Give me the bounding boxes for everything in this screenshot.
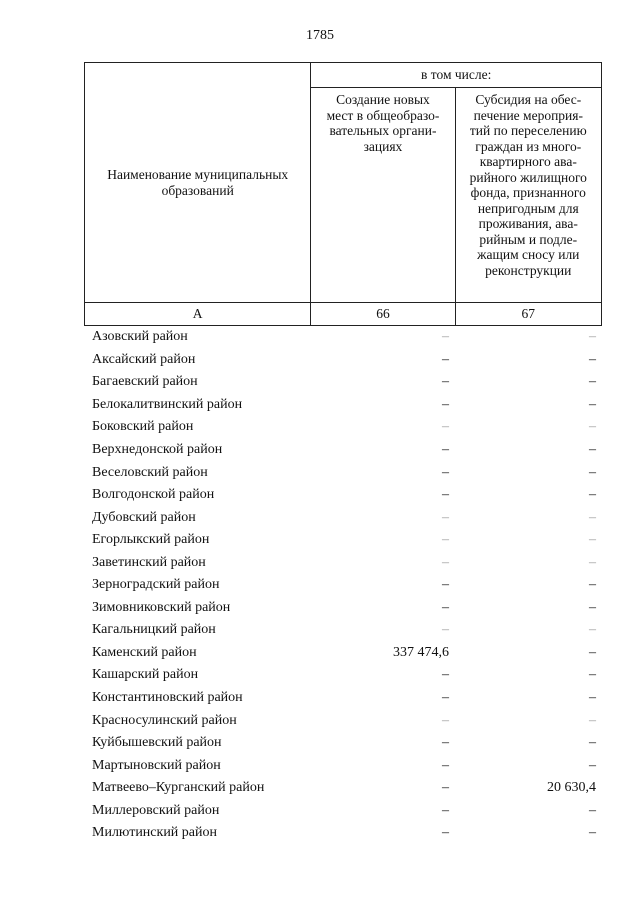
column-index-66: 66 <box>311 303 455 326</box>
value-col-66: – <box>442 712 449 728</box>
table-row <box>84 574 602 597</box>
value-col-67: – <box>589 667 596 683</box>
column-index-67: 67 <box>455 303 601 326</box>
row-name: Боковский район <box>92 419 194 435</box>
row-name: Дубовский район <box>92 509 196 525</box>
row-name: Куйбышевский район <box>92 735 222 751</box>
row-name: Белокалитвинский район <box>92 396 243 412</box>
value-col-67: – <box>589 577 596 593</box>
header-line: квартирного ава- <box>479 154 577 169</box>
header-line: рийным и подле- <box>479 231 578 247</box>
table-row <box>84 642 602 665</box>
value-col-66: – <box>442 351 449 367</box>
value-col-67: – <box>589 509 596 525</box>
value-col-67: – <box>589 757 596 773</box>
table-row <box>84 506 602 529</box>
value-col-67: – <box>589 419 596 435</box>
row-name: Матвеево–Курганский район <box>92 780 265 796</box>
table-row <box>84 709 602 732</box>
value-col-67: – <box>589 599 596 615</box>
value-col-66: – <box>442 374 449 390</box>
header-line: реконструкции <box>485 262 572 278</box>
row-name: Аксайский район <box>92 351 196 367</box>
header-line: Создание новых <box>336 92 430 107</box>
value-col-66: – <box>442 509 449 525</box>
value-col-66: – <box>442 690 449 706</box>
column-header-67 <box>455 88 601 303</box>
table-row <box>84 551 602 574</box>
table-row <box>84 777 602 800</box>
table-row <box>84 822 602 845</box>
page-number: 1785 <box>306 28 334 43</box>
value-col-67: – <box>589 690 596 706</box>
value-col-66: – <box>442 780 449 796</box>
row-name: Кагальницкий район <box>92 622 216 638</box>
row-name: Зерноградский район <box>92 577 220 593</box>
row-name: Константиновский район <box>92 690 243 706</box>
table-row <box>84 597 602 620</box>
value-col-66: 337 474,6 <box>393 644 449 660</box>
value-col-66: – <box>442 554 449 570</box>
header-line: мест в общеобразо- <box>326 107 440 123</box>
table-header <box>84 62 602 326</box>
header-line: непригодным для <box>477 200 579 216</box>
value-col-66: – <box>442 599 449 615</box>
row-name: Каменский район <box>92 644 197 660</box>
value-col-67: – <box>589 329 596 345</box>
table-row <box>84 371 602 394</box>
value-col-67: – <box>589 442 596 457</box>
value-col-66: – <box>442 419 449 435</box>
header-line: вательных органи- <box>329 123 437 138</box>
table-row <box>84 394 602 417</box>
row-name: Милютинский район <box>92 825 218 841</box>
column-header-name: Наименование муниципальных образований <box>85 63 311 303</box>
value-col-67: – <box>589 712 596 728</box>
table-row <box>84 619 602 642</box>
row-name: Красносулинский район <box>92 712 237 728</box>
header-line: фонда, признанного <box>470 185 586 200</box>
column-header-66 <box>311 88 455 303</box>
column-header-including: в том числе: <box>311 63 602 88</box>
value-col-66: – <box>442 757 449 773</box>
table-row <box>84 439 602 462</box>
value-col-67: – <box>589 622 596 638</box>
header-line: Субсидия на обес- <box>475 92 582 107</box>
value-col-66: – <box>442 622 449 638</box>
value-col-67: – <box>589 487 596 503</box>
table-row <box>84 461 602 484</box>
value-col-67: – <box>589 464 596 480</box>
row-name: Кашарский район <box>92 667 199 683</box>
value-col-66: – <box>442 464 449 480</box>
header-line: зациях <box>363 138 403 154</box>
value-col-67: – <box>589 532 596 548</box>
table-row <box>84 732 602 755</box>
table-row <box>84 529 602 552</box>
row-name: Зимовниковский район <box>92 599 231 615</box>
value-col-67: – <box>589 374 596 390</box>
row-name: Миллеровский район <box>92 802 220 818</box>
header-line: печение мероприя- <box>473 107 583 123</box>
column-index-a: А <box>85 303 311 326</box>
value-col-66: – <box>442 802 449 818</box>
header-line: рийного жилищного <box>469 169 587 185</box>
row-name: Волгодонской район <box>92 487 215 503</box>
row-name: Багаевский район <box>92 374 198 390</box>
header-line: граждан из много- <box>475 138 582 154</box>
table-row <box>84 664 602 687</box>
value-col-66: – <box>442 442 449 457</box>
value-col-67: – <box>589 351 596 367</box>
value-col-66: – <box>442 329 449 345</box>
row-name: Верхнедонской район <box>92 442 223 457</box>
value-col-67: – <box>589 644 596 660</box>
header-line: тий по переселению <box>469 123 587 138</box>
value-col-67: – <box>589 825 596 841</box>
value-col-66: – <box>442 577 449 593</box>
value-col-67: – <box>589 396 596 412</box>
value-col-67: 20 630,4 <box>547 780 596 796</box>
table-row <box>84 484 602 507</box>
value-col-66: – <box>442 667 449 683</box>
table-row <box>84 687 602 710</box>
row-name: Мартыновский район <box>92 757 221 773</box>
value-col-66: – <box>442 532 449 548</box>
table-body <box>84 326 602 845</box>
value-col-67: – <box>589 554 596 570</box>
value-col-66: – <box>442 825 449 841</box>
table-row <box>84 754 602 777</box>
header-line: жащим сносу или <box>477 247 580 262</box>
value-col-67: – <box>589 802 596 818</box>
value-col-67: – <box>589 735 596 751</box>
table-row <box>84 349 602 372</box>
table-row <box>84 326 602 349</box>
row-name: Азовский район <box>92 329 188 345</box>
table-row <box>84 416 602 439</box>
row-name: Веселовский район <box>92 464 208 480</box>
value-col-66: – <box>442 396 449 412</box>
row-name: Заветинский район <box>92 554 206 570</box>
header-line: проживания, ава- <box>478 216 578 231</box>
table-row <box>84 799 602 822</box>
value-col-66: – <box>442 735 449 751</box>
value-col-66: – <box>442 487 449 503</box>
row-name: Егорлыкский район <box>92 532 210 548</box>
